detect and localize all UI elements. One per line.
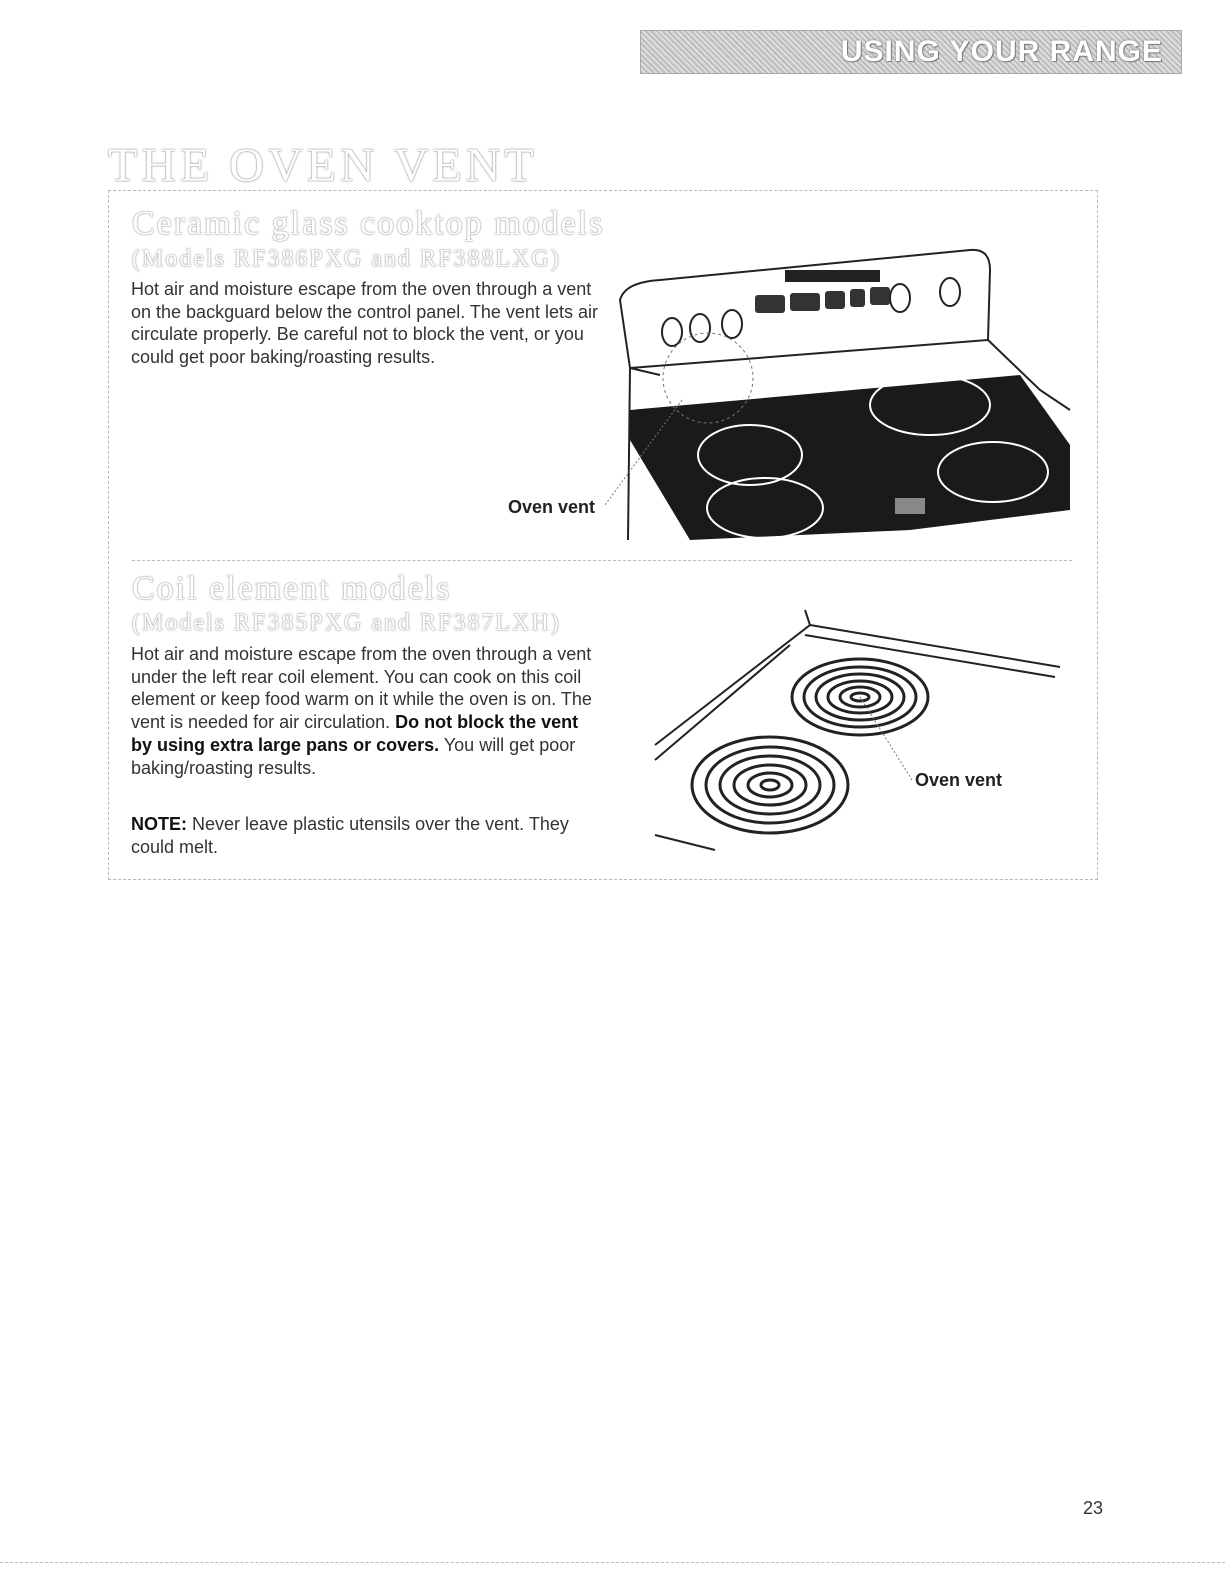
section-banner-label: USING YOUR RANGE <box>840 35 1163 68</box>
display-window <box>785 270 880 282</box>
cooktop-front-edge <box>655 835 715 850</box>
bottom-rule <box>0 1562 1225 1563</box>
coil-callout-leader <box>860 697 912 780</box>
coil-note <box>131 813 601 858</box>
note-label: NOTE: <box>131 814 187 834</box>
ceramic-heading: Ceramic glass cooktop models <box>132 205 605 242</box>
coil-body-start: Hot air and moisture escape from the oven through a vent under the left rear coil element. You can cook on this coil element or keep food warm on it while the oven is on. The vent is needed for air circulation. <box>131 644 592 733</box>
coil-cooktop-illustration <box>650 605 1070 860</box>
coil-heading: Coil element models <box>132 570 452 607</box>
ceramic-body: Hot air and moisture escape from the oven through a vent on the backguard below the control panel. The vent lets air circulate properly. Be careful not to block the vent, or you could get poor baking/roasting results. <box>131 279 598 368</box>
hot-surface-indicator <box>895 498 925 514</box>
knob-left-2 <box>690 314 710 342</box>
coil-body <box>131 643 601 779</box>
glass-cooktop-surface <box>630 375 1070 540</box>
page-number: 23 <box>1083 1498 1104 1518</box>
coil-oven-vent-label: Oven vent <box>915 770 1003 790</box>
cooktop-left-edge <box>655 610 810 745</box>
coil-element-front <box>692 737 848 833</box>
knob-right-1 <box>890 284 910 312</box>
ceramic-oven-vent-label: Oven vent <box>508 497 596 517</box>
section-divider <box>132 560 1072 561</box>
note-text: Never leave plastic utensils over the vent. They could melt. <box>131 814 569 857</box>
section-banner <box>640 30 1182 74</box>
ceramic-models: (Models RF386PXG and RF388LXG) <box>132 246 561 272</box>
ceramic-cooktop-illustration <box>600 240 1080 540</box>
coil-body-end: You will get poor baking/roasting results. <box>131 734 576 778</box>
page-title: THE OVEN VENT <box>108 139 538 192</box>
knob-right-2 <box>940 278 960 306</box>
knob-left-1 <box>662 318 682 346</box>
knob-left-3 <box>722 310 742 338</box>
coil-models: (Models RF385PXG and RF387LXH) <box>132 610 561 636</box>
coil-body-warning: Do not block the vent by using extra large pans or covers. <box>131 712 579 755</box>
